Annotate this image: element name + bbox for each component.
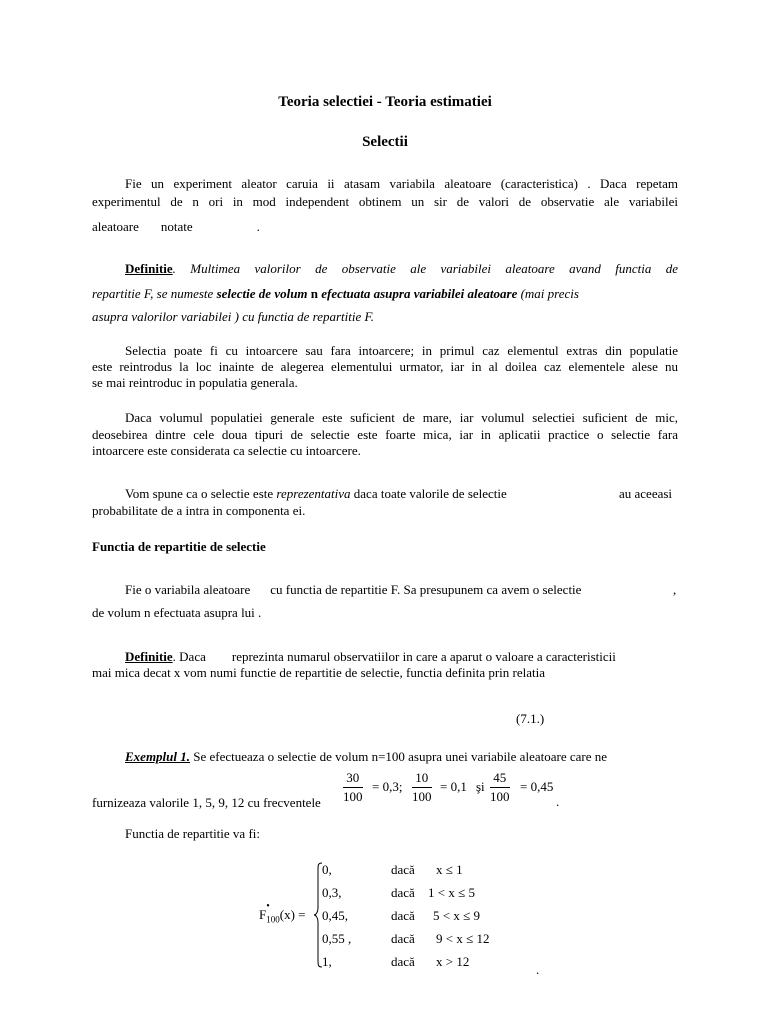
paragraph-3-line-2: deosebirea dintre cele doua tipuri de selectie este foarte mica, iar in aplicatii practice o selectie fara bbox=[92, 427, 678, 442]
paragraph-1-line-2: experimentul de n ori in mod independent obtinem un sir de valori de observatie ale variabilei bbox=[92, 194, 678, 209]
piecewise-condition: x > 12 bbox=[436, 954, 470, 969]
paragraph-4-line-2: probabilitate de a intra in componenta ei. bbox=[92, 503, 306, 518]
definition-1-line-3: asupra valorilor variabilei ) cu functia de repartitie F. bbox=[92, 309, 375, 324]
paragraph-1-line-3: aleatoare notate . bbox=[92, 219, 260, 234]
paragraph-4-line-1-end: au aceeasi bbox=[619, 486, 673, 501]
piecewise-period: . bbox=[536, 962, 540, 977]
definition-1-line-2: repartitie F, se numeste selectie de volum n efectuata asupra variabilei aleatoare (mai precis bbox=[92, 286, 579, 301]
document-title: Teoria selectiei - Teoria estimatiei bbox=[278, 94, 492, 110]
piecewise-value: 0,55 , bbox=[322, 931, 352, 946]
piecewise-value: 0,45, bbox=[322, 908, 348, 923]
paragraph-1-line-1: Fie un experiment aleator caruia ii atasam variabila aleatoare (caracteristica) . Daca repetam bbox=[125, 176, 678, 191]
piecewise-lhs: $F_{100}$ • (x) = bbox=[259, 901, 306, 925]
section-subtitle: Selectii bbox=[362, 134, 408, 150]
paragraph-2-line-1: Selectia poate fi cu intoarcere sau fara intoarcere; in primul caz elementul extras din populatie bbox=[125, 343, 678, 358]
piecewise-condition: 5 < x ≤ 9 bbox=[433, 908, 480, 923]
definition-2-line-2: mai mica decat x vom numi functie de repartitie de selectie, functia definita prin relatia bbox=[92, 665, 546, 680]
example-period: . bbox=[556, 794, 560, 809]
piecewise-condition: 9 < x ≤ 12 bbox=[436, 931, 490, 946]
equation-number: (7.1.) bbox=[516, 711, 545, 726]
piecewise-keyword: dacă bbox=[391, 862, 415, 877]
piecewise-condition: x ≤ 1 bbox=[436, 862, 463, 877]
fraction-2-value: = 0,1 bbox=[440, 779, 467, 794]
piecewise-value: 0, bbox=[322, 862, 332, 877]
conjunction-and: şi bbox=[476, 779, 485, 794]
fraction-3-value: = 0,45 bbox=[520, 779, 554, 794]
piecewise-condition: 1 < x ≤ 5 bbox=[428, 885, 475, 900]
fraction-3: $\frac{45}{100}$ bbox=[490, 770, 510, 804]
fraction-1-value: = 0,3; bbox=[372, 779, 403, 794]
paragraph-3-line-1: Daca volumul populatiei generale este suficient de mare, iar volumul selectiei suficient de mic, bbox=[125, 410, 678, 425]
paragraph-2-line-3: se mai reintroduc in populatia generala. bbox=[92, 375, 298, 390]
piecewise-keyword: dacă bbox=[391, 931, 415, 946]
example-line-1: Exemplul 1. Se efectueaza o selectie de volum n=100 asupra unei variabile aleatoare care ne bbox=[125, 749, 607, 764]
piecewise-keyword: dacă bbox=[391, 954, 415, 969]
piecewise-keyword: dacă bbox=[391, 885, 415, 900]
paragraph-5-line-1-end: , bbox=[673, 582, 677, 597]
piecewise-keyword: dacă bbox=[391, 908, 415, 923]
fraction-1: $\frac{30}{100}$ bbox=[343, 770, 363, 804]
paragraph-6: Functia de repartitie va fi: bbox=[125, 826, 261, 841]
piecewise-value: 1, bbox=[322, 954, 332, 969]
paragraph-4-line-1: Vom spune ca o selectie este reprezentativa daca toate valorile de selectie bbox=[125, 486, 507, 501]
example-line-2: furnizeaza valorile 1, 5, 9, 12 cu frecventele bbox=[92, 795, 321, 810]
fraction-2: $\frac{10}{100}$ bbox=[412, 770, 432, 804]
paragraph-2-line-2: este reintrodus la loc inainte de alegerea elementului urmator, iar in al doilea caz elementele alese nu bbox=[92, 359, 678, 374]
paragraph-5-line-1: Fie o variabila aleatoare cu functia de repartitie F. Sa presupunem ca avem o selectie bbox=[125, 582, 582, 597]
section-heading: Functia de repartitie de selectie bbox=[92, 539, 266, 554]
paragraph-5-line-2: de volum n efectuata asupra lui . bbox=[92, 605, 262, 620]
piecewise-value: 0,3, bbox=[322, 885, 342, 900]
paragraph-3-line-3: intoarcere este considerata ca selectie cu intoarcere. bbox=[92, 443, 361, 458]
definition-2-line-1: Definitie. Daca reprezinta numarul observatiilor in care a aparut o valoare a caracteristicii bbox=[125, 649, 616, 664]
definition-1-line-1: Definitie. Multimea valorilor de observatie ale variabilei aleatoare avand functia de bbox=[125, 261, 678, 276]
